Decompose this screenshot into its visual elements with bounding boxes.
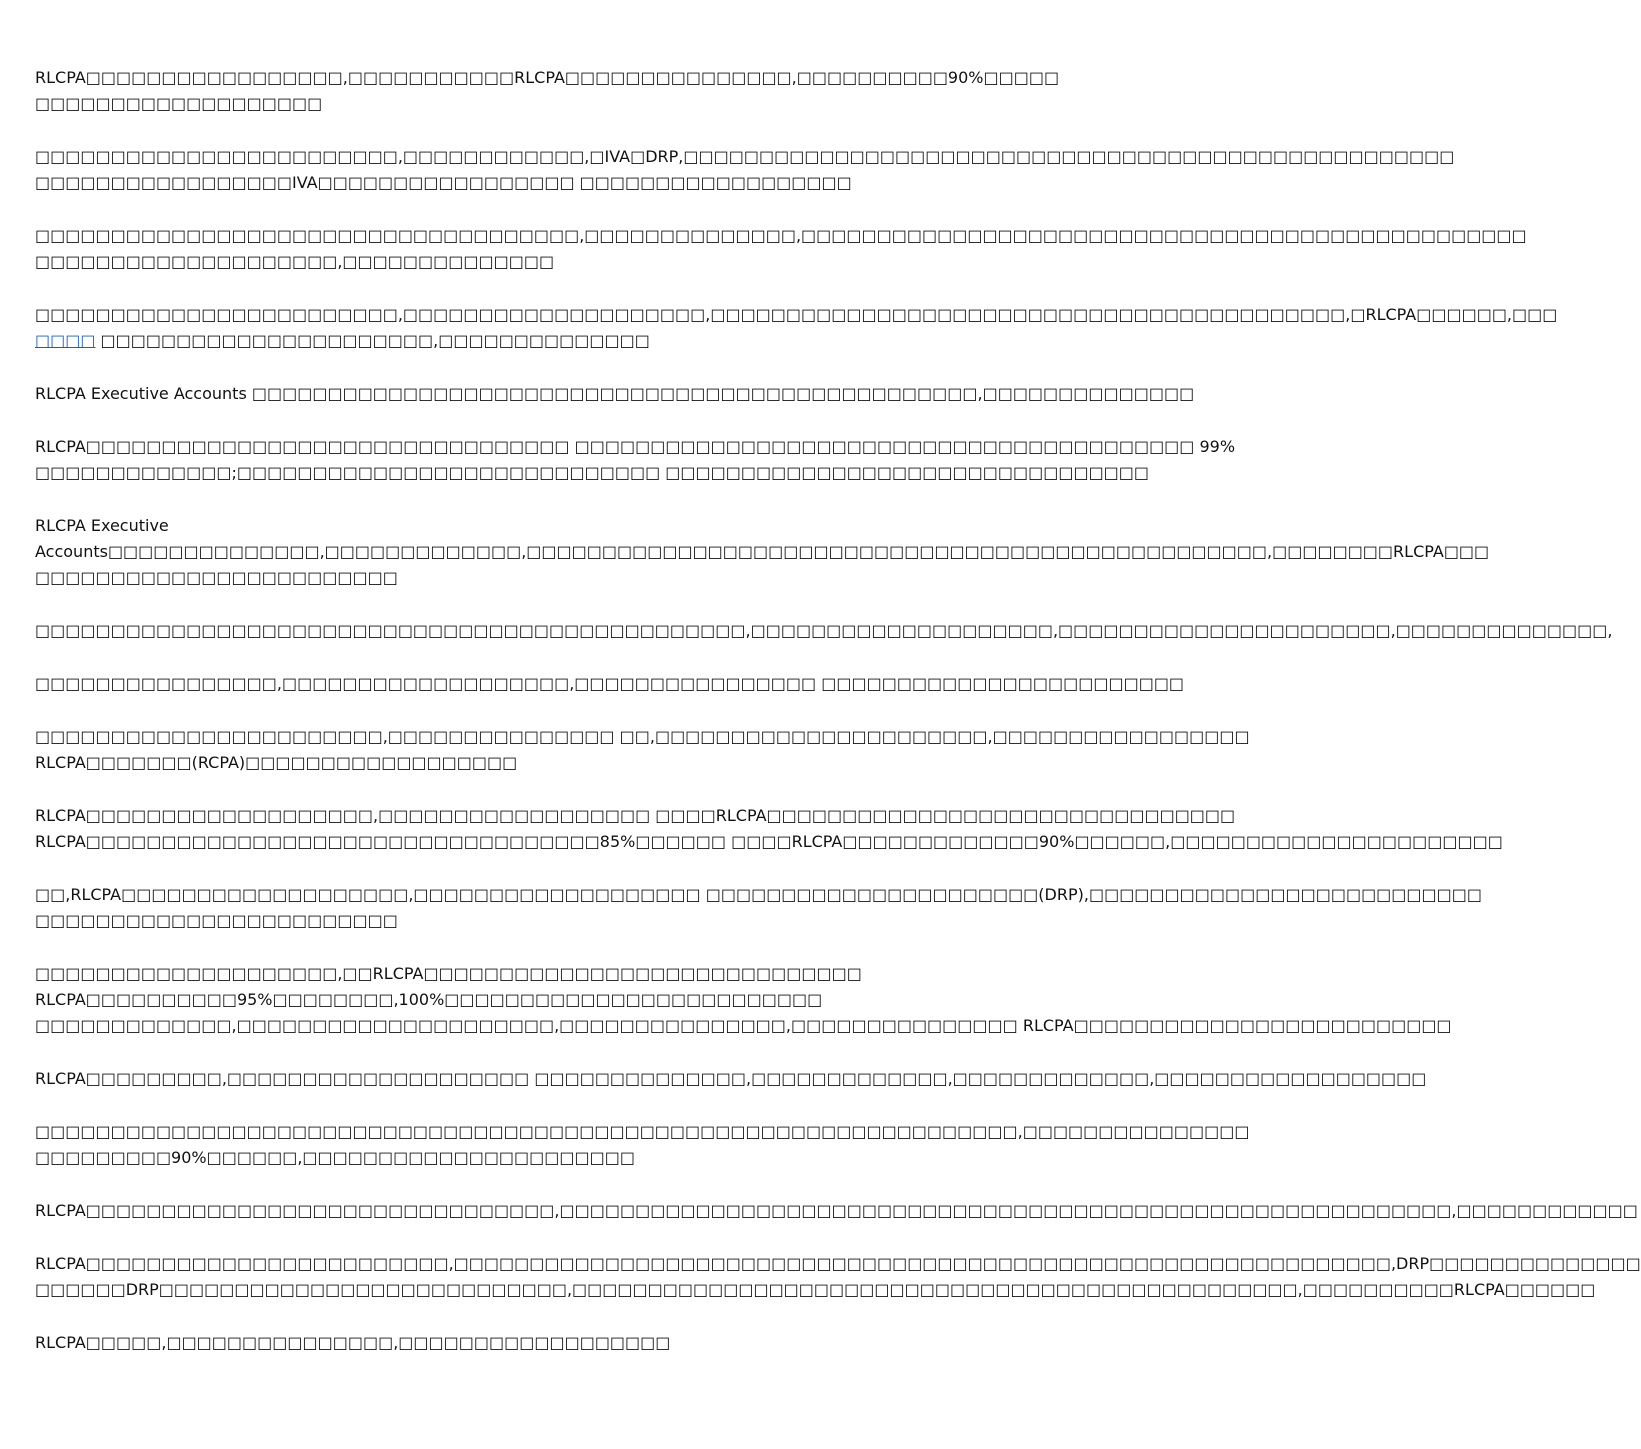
text-segment: RLCPA Executive — [35, 516, 169, 535]
text-segment: □□□□□□□□□□□□□□□□□□□□□□□□ — [35, 568, 398, 587]
document-body — [35, 65, 1641, 1383]
text-segment: RLCPA□□□□□,□□□□□□□□□□□□□□□,□□□□□□□□□□□□□□□□□□ — [35, 1333, 671, 1352]
text-line — [35, 302, 1558, 328]
text-segment: RLCPA Executive Accounts □□□□□□□□□□□□□□□□□□□□□□□□□□□□□□□□□□□□□□□□□□□□□□□□,□□□□□□□□□□□□□□ — [35, 384, 1195, 403]
text-segment: □□□□□□□□□□□□□□□□□□□□□□□□□□□□□□□□□□□□□□□□□□□□□□□,□□□□□□□□□□□□□□□□□□□□,□□□□□□□□□□□□□□□□□□□□□□,□□□□□□□□□□□□□□, — [35, 621, 1613, 640]
text-line — [35, 882, 1482, 908]
paragraph — [35, 513, 1490, 591]
text-line — [35, 223, 1527, 249]
text-line — [35, 1277, 1596, 1303]
text-line — [35, 987, 989, 1013]
text-segment: □□□□□□□□□□□□□□□□□□□ — [35, 94, 323, 113]
paragraph — [35, 671, 1185, 697]
text-segment: RLCPA□□□□□□□□□□□□□□□□□□□□□□□□□□□□□□□,□□□□□□□□□□□□□□□□□□□□□□□□□□□□□□□□□□□□□□□□□□□□□□□□□□□□□□□□□□□,□□□□□□□□□□□□ — [35, 1201, 1638, 1220]
paragraph — [35, 302, 1558, 354]
inline-link[interactable]: □□□□ — [35, 331, 96, 350]
paragraph — [35, 1119, 1250, 1171]
text-line — [35, 1013, 1452, 1039]
paragraph — [35, 882, 1482, 934]
text-segment: RLCPA□□□□□□□□□□□□□□□□□□□,□□□□□□□□□□□□□□□□□□ □□□□RLCPA□□□□□□□□□□□□□□□□□□□□□□□□□□□□□□□ — [35, 806, 1236, 825]
text-segment: □□□□□□□□□□□□□□□□□□□□,□□□□□□□□□□□□□□ — [35, 252, 555, 271]
text-segment: □□□□□□□□□□□□□,□□□□□□□□□□□□□□□□□□□□□,□□□□□□□□□□□□□□□,□□□□□□□□□□□□□□□ RLCPA□□□□□□□□□□□□□□□□□□□□□□□□□ — [35, 1016, 1452, 1035]
text-line — [35, 328, 989, 354]
text-line — [35, 65, 1060, 91]
text-segment: RLCPA□□□□□□□□□□□□□□□□□□□□□□□□□□□□□□□□□□85%□□□□□□ □□□□RLCPA□□□□□□□□□□□□□90%□□□□□□,□□□□□□□□□□□□□□□□□□□□□□ — [35, 832, 1503, 851]
text-line — [35, 961, 989, 987]
text-line — [35, 144, 1455, 170]
paragraph — [35, 618, 1613, 644]
text-segment: □□□□□□□□□90%□□□□□□,□□□□□□□□□□□□□□□□□□□□□□ — [35, 1148, 635, 1167]
text-line — [35, 724, 1250, 750]
text-line — [35, 803, 1236, 829]
text-line — [35, 829, 1503, 855]
text-line — [35, 1330, 989, 1356]
text-segment: □□□□□□□□□□□□□□□□□□□□□□□□□□□□□□□□□□□□,□□□□□□□□□□□□□□,□□□□□□□□□□□□□□□□□□□□□□□□□□□□□□□□□□□□□□□□□□□□□□□□ — [35, 226, 1527, 245]
paragraph — [35, 144, 1455, 196]
text-line — [35, 513, 989, 539]
paragraph — [35, 381, 1195, 407]
text-line — [35, 1119, 1250, 1145]
text-segment: RLCPA□□□□□□□□□,□□□□□□□□□□□□□□□□□□□□ □□□□□□□□□□□□□□,□□□□□□□□□□□□□,□□□□□□□□□□□□□,□□□□□□□□□□□□□□□□□□ — [35, 1069, 1427, 1088]
text-line — [35, 539, 1490, 565]
text-segment: RLCPA□□□□□□□□□□□□□□□□□,□□□□□□□□□□□RLCPA□□□□□□□□□□□□□□□,□□□□□□□□□□90%□□□□□ — [35, 68, 1060, 87]
text-line — [35, 1198, 1638, 1224]
text-segment: □□□□□□□□□□□□□□□□□□□□□□□□,□□□□□□□□□□□□□□□□□□□□,□□□□□□□□□□□□□□□□□□□□□□□□□□□□□□□□□□□□□□□□□□,□RLCPA□□□□□□,□□□ — [35, 305, 1558, 324]
text-segment: □□□□□□□□□□□□□□□□,□□□□□□□□□□□□□□□□□□□,□□□□□□□□□□□□□□□□ □□□□□□□□□□□□□□□□□□□□□□□□ — [35, 674, 1185, 693]
text-line — [35, 750, 989, 776]
text-segment: RLCPA□□□□□□□□□□95%□□□□□□□□,100%□□□□□□□□□□□□□□□□□□□□□□□□□ — [35, 990, 823, 1009]
text-segment: RLCPA□□□□□□□□□□□□□□□□□□□□□□□□□□□□□□□□ □□□□□□□□□□□□□□□□□□□□□□□□□□□□□□□□□□□□□□□□□ 99% — [35, 437, 1236, 456]
text-line — [35, 618, 1613, 644]
text-segment: □□□□□□□□□□□□□□□□□□□□□□,□□□□□□□□□□□□□□ — [95, 331, 650, 350]
paragraph — [35, 1330, 989, 1356]
text-line — [35, 565, 989, 591]
text-line — [35, 170, 989, 196]
text-line — [35, 249, 989, 275]
text-segment: □□□□□□□□□□□□□;□□□□□□□□□□□□□□□□□□□□□□□□□□□□ □□□□□□□□□□□□□□□□□□□□□□□□□□□□□□□□ — [35, 463, 1150, 482]
text-line — [35, 1251, 1641, 1277]
text-line — [35, 91, 989, 117]
paragraph — [35, 1198, 1638, 1224]
paragraph — [35, 434, 1236, 486]
paragraph — [35, 1066, 1427, 1092]
text-line — [35, 460, 1150, 486]
paragraph — [35, 65, 1060, 117]
paragraph — [35, 1251, 1641, 1303]
text-segment: □□□□□□□□□□□□□□□□□□□□□□□,□□□□□□□□□□□□□□□ □□,□□□□□□□□□□□□□□□□□□□□□□,□□□□□□□□□□□□□□□□□ — [35, 727, 1250, 746]
text-segment: RLCPA□□□□□□□(RCPA)□□□□□□□□□□□□□□□□□□ — [35, 753, 518, 772]
text-segment: □□□□□□□□□□□□□□□□□□□□□□□□ — [35, 911, 398, 930]
text-line — [35, 381, 1195, 407]
text-segment: Accounts□□□□□□□□□□□□□□,□□□□□□□□□□□□□,□□□□□□□□□□□□□□□□□□□□□□□□□□□□□□□□□□□□□□□□□□□□□□□□□,□□□□□□□□RLCPA□□□ — [35, 542, 1490, 561]
text-segment: □□□□□□□□□□□□□□□□□IVA□□□□□□□□□□□□□□□□□ □□□□□□□□□□□□□□□□□□ — [35, 173, 852, 192]
paragraph — [35, 803, 1503, 855]
text-line — [35, 434, 1236, 460]
text-segment: □□□□□□DRP□□□□□□□□□□□□□□□□□□□□□□□□□□□,□□□□□□□□□□□□□□□□□□□□□□□□□□□□□□□□□□□□□□□□□□□□□□□□,□□□□□□□□□□RLCPA□□□□□□ — [35, 1280, 1596, 1299]
text-line — [35, 671, 1185, 697]
text-segment: □□□□□□□□□□□□□□□□□□□□,□□RLCPA□□□□□□□□□□□□□□□□□□□□□□□□□□□□□ — [35, 964, 862, 983]
text-segment: □□□□□□□□□□□□□□□□□□□□□□□□,□□□□□□□□□□□□,□IVA□DRP,□□□□□□□□□□□□□□□□□□□□□□□□□□□□□□□□□□□□□□□□□□□□□□□□□□□ — [35, 147, 1455, 166]
paragraph — [35, 223, 1527, 275]
text-line — [35, 1066, 1427, 1092]
text-segment: □□□□□□□□□□□□□□□□□□□□□□□□□□□□□□□□□□□□□□□□□□□□□□□□□□□□□□□□□□□□□□□□□,□□□□□□□□□□□□□□□ — [35, 1122, 1250, 1141]
text-segment: RLCPA□□□□□□□□□□□□□□□□□□□□□□□□,□□□□□□□□□□□□□□□□□□□□□□□□□□□□□□□□□□□□□□□□□□□□□□□□□□□□□□□□□□□□□□,DRP□□□□□□□□□□□□□□ — [35, 1254, 1641, 1273]
text-segment: □□,RLCPA□□□□□□□□□□□□□□□□□□□,□□□□□□□□□□□□□□□□□□□ □□□□□□□□□□□□□□□□□□□□□□(DRP),□□□□□□□□□□□□□□□□□□□□□□□□□□ — [35, 885, 1482, 904]
text-line — [35, 1145, 989, 1171]
paragraph — [35, 724, 1250, 776]
paragraph — [35, 961, 1452, 1039]
text-line — [35, 908, 989, 934]
